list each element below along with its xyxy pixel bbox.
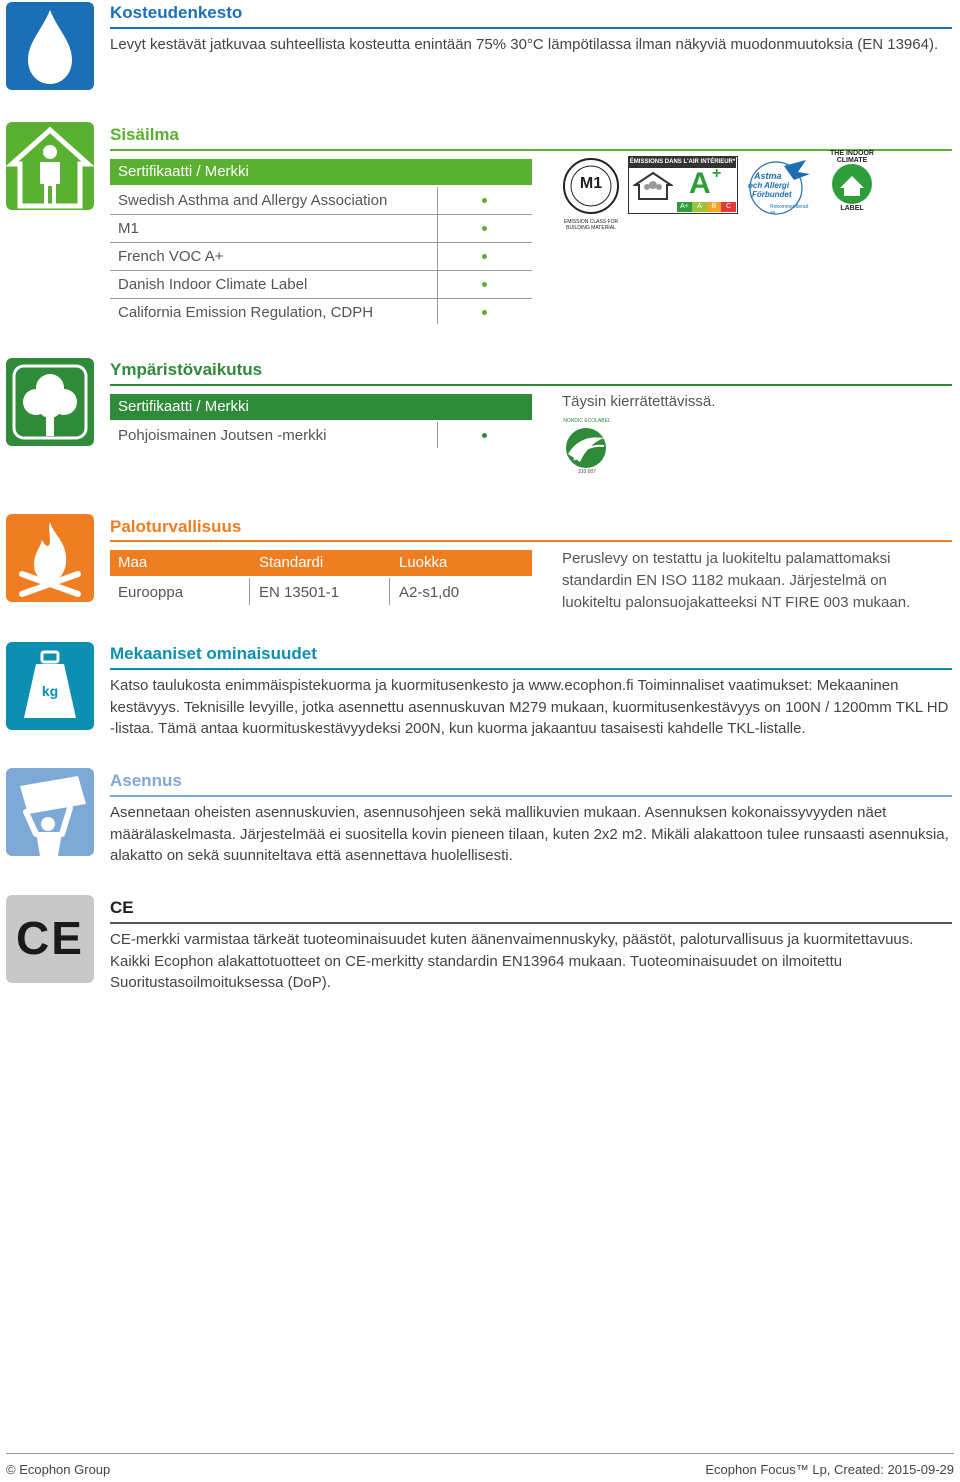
m1-logo-ring-text: EMISSION CLASS FOR BUILDING MATERIAL bbox=[563, 219, 619, 231]
check-dot bbox=[482, 433, 487, 438]
moisture-icon bbox=[6, 2, 94, 90]
footer-product-date: Ecophon Focus™ Lp, Created: 2015-09-29 bbox=[705, 1462, 954, 1477]
voc-scale-3: C bbox=[721, 202, 736, 212]
indoor-table-header: Sertifikaatti / Merkki bbox=[110, 159, 532, 185]
asthma-line1: Astma bbox=[754, 171, 782, 181]
fire-note: Peruslevy on testattu ja luokiteltu palamattomaksi standardin EN ISO 1182 mukaan. Järjestelmä on luokiteltu palonsuojakatteeksi NT FIRE 003 mukaan. bbox=[562, 550, 911, 611]
indoor-row-2: French VOC A+ bbox=[118, 248, 224, 265]
fire-divider-1 bbox=[249, 578, 250, 605]
installation-text: Asennetaan oheisten asennuskuvien, asennusohjeen sekä mallikuvien mukaan. Asennuksen kokonaissyvyyden näet määrälaskelmasta. Järjestelmää ei suositella kovin pieneen tilaan, kuten 2x2 m2. Mikäli alakattoon tulee runsaasti asennuksia, alakatto on sekä suunniteltava että asennettava huolellisesti. bbox=[110, 804, 949, 864]
indoor-row-1: M1 bbox=[118, 220, 139, 237]
asthma-sub: Rekommenderad av bbox=[770, 204, 809, 216]
installation-rule bbox=[110, 795, 952, 797]
moisture-title: Kosteudenkesto bbox=[110, 3, 243, 22]
weight-kg-icon bbox=[6, 642, 94, 730]
indoor-row-4: California Emission Regulation, CDPH bbox=[118, 304, 374, 321]
voc-grade-plus: + bbox=[712, 165, 722, 182]
fire-cell-class: A2-s1,d0 bbox=[399, 584, 460, 601]
fire-cell-standard: EN 13501-1 bbox=[259, 584, 340, 601]
check-dot bbox=[482, 310, 487, 315]
asthma-line2: och Allergi bbox=[748, 181, 790, 190]
check-dot bbox=[482, 226, 487, 231]
environment-divider bbox=[437, 422, 438, 448]
ecolabel-ring-text: NORDIC ECOLABEL bbox=[563, 418, 611, 424]
mechanical-rule bbox=[110, 668, 952, 670]
ce-title: CE bbox=[110, 898, 134, 917]
voc-scale-0: A+ bbox=[677, 202, 692, 212]
m1-logo-text: M1 bbox=[579, 175, 603, 192]
ce-rule bbox=[110, 922, 952, 924]
voc-grade: A bbox=[689, 167, 711, 200]
mechanical-text: Katso taulukosta enimmäispistekuorma ja kuormitusenkesto ja www.ecophon.fi Toiminnaliset vaatimukset: Mekaaninen kestävyys. Teknisille levyille, jotka asennettu asennuskuvan M279 mukaan, kuormitusenkestävyys on 100N / 1200mm TKL HD -listaa. Tämä antaa kuormituskestävyydeksi 200N, kun kuorma jakaantuu tasaisesti kahdelle TKL-listalle. bbox=[110, 677, 949, 737]
ce-mark-icon bbox=[6, 895, 94, 983]
moisture-text: Levyt kestävät jatkuvaa suhteellista kosteutta enintään 75% 30°C lämpötilassa ilman näkyviä muodonmuutoksia (EN 13964). bbox=[110, 36, 939, 53]
environment-rule bbox=[110, 384, 952, 386]
footer-rule bbox=[6, 1453, 954, 1454]
environment-table-header: Sertifikaatti / Merkki bbox=[110, 394, 532, 420]
mechanical-title: Mekaaniset ominaisuudet bbox=[110, 644, 317, 663]
voc-scale-1: A bbox=[692, 202, 707, 212]
indoor-row-0: Swedish Asthma and Allergy Association bbox=[118, 192, 388, 209]
climate-bottom: LABEL bbox=[840, 205, 864, 212]
ce-icon-label: CE bbox=[16, 912, 84, 964]
indoor-row-3: Danish Indoor Climate Label bbox=[118, 276, 308, 293]
tree-icon bbox=[6, 358, 94, 446]
kg-label: kg bbox=[41, 683, 59, 699]
french-voc-logo bbox=[628, 156, 738, 214]
installation-worker-icon bbox=[6, 768, 94, 856]
voc-logo-title: ÉMISSIONS DANS L'AIR INTÉRIEUR* bbox=[629, 157, 736, 168]
fire-title: Paloturvallisuus bbox=[110, 517, 242, 536]
fire-divider-2 bbox=[389, 578, 390, 605]
m1-logo bbox=[560, 155, 622, 231]
row-separator bbox=[110, 270, 532, 271]
environment-title: Ympäristövaikutus bbox=[110, 360, 263, 379]
house-person-icon bbox=[6, 122, 94, 210]
footer-copyright: © Ecophon Group bbox=[6, 1462, 111, 1477]
ecolabel-number: 310 007 bbox=[577, 469, 597, 475]
asthma-allergy-logo bbox=[744, 156, 814, 216]
row-separator bbox=[110, 242, 532, 243]
fire-table-header bbox=[110, 550, 532, 576]
nordic-ecolabel-logo bbox=[560, 418, 614, 476]
check-dot bbox=[482, 282, 487, 287]
fire-cell-country: Eurooppa bbox=[118, 584, 184, 601]
row-separator bbox=[110, 214, 532, 215]
climate-top: THE INDOOR CLIMATE bbox=[830, 150, 874, 164]
fire-icon bbox=[6, 514, 94, 602]
check-dot bbox=[482, 198, 487, 203]
ce-text: CE-merkki varmistaa tärkeät tuoteominaisuudet kuten äänenvaimennuskyky, päästöt, paloturvallisuus ja kuormitettavuus. Kaikki Ecophon alakattotuotteet on CE-merkitty standardin EN13964 mukaan. Tuoteominaisuudet on ilmoitettu Suoritustasoilmoituksessa (DoP). bbox=[110, 931, 914, 991]
check-dot bbox=[482, 254, 487, 259]
fire-header-class: Luokka bbox=[399, 554, 448, 571]
voc-scale-2: B bbox=[707, 202, 721, 212]
asthma-line3: Förbundet bbox=[752, 190, 792, 199]
moisture-rule bbox=[110, 27, 952, 29]
indoor-climate-label-logo bbox=[820, 152, 884, 216]
environment-row-0: Pohjoismainen Joutsen -merkki bbox=[118, 427, 327, 444]
row-separator bbox=[110, 298, 532, 299]
installation-title: Asennus bbox=[110, 771, 182, 790]
indoor-divider bbox=[437, 187, 438, 324]
environment-note: Täysin kierrätettävissä. bbox=[562, 393, 716, 410]
indoor-title: Sisäilma bbox=[110, 125, 179, 144]
fire-header-standard: Standardi bbox=[259, 554, 324, 571]
fire-rule bbox=[110, 540, 952, 542]
voc-house-icon bbox=[633, 171, 673, 201]
fire-header-country: Maa bbox=[118, 554, 148, 571]
